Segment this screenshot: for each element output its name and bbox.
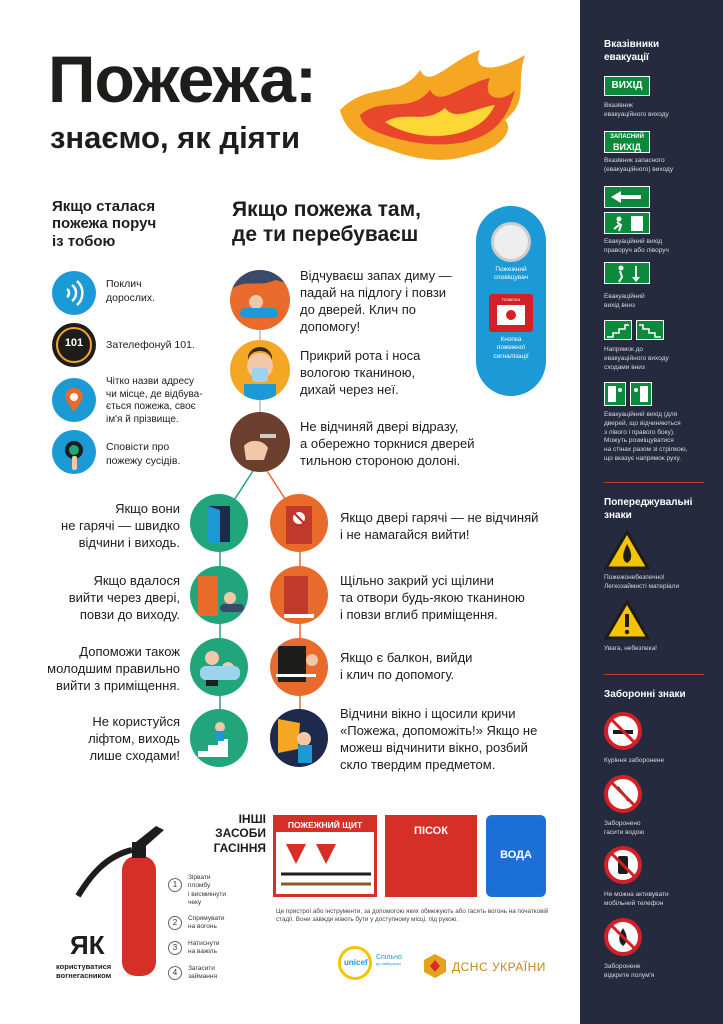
divider: [604, 482, 704, 483]
exit-down-sign: [604, 262, 650, 284]
divider: [604, 674, 704, 675]
touch-door-icon: [230, 412, 290, 472]
left-heading: Якщо сталася пожежа поруч із тобою: [52, 198, 157, 250]
how-subheading: користуватися вогнегасником: [56, 962, 112, 981]
detector-label: Пожежний сповіщувач: [493, 266, 529, 282]
danger-warning-icon: [604, 600, 650, 640]
stairs-caption: Напрямок до евакуаційного виходу сходами вниз: [604, 346, 669, 371]
step-caption-4: Загасити займання: [188, 965, 218, 981]
left-branch-text-1: Якщо вони не гарячі — швидко відчини і виходь.: [61, 501, 180, 550]
other-means-heading: ІНШІ ЗАСОБИ ГАСІННЯ: [213, 812, 266, 855]
help-children-icon: [190, 638, 248, 696]
dsns-emblem-icon: [424, 954, 446, 978]
flammable-warning-icon: [604, 530, 650, 570]
right-branch-text-1: Якщо двері гарячі — не відчиняй і не намагайся вийти!: [340, 510, 539, 542]
open-door-icon: [190, 494, 248, 552]
page-title: Пожежа:: [48, 42, 316, 116]
stairs-down-sign-right: [636, 320, 664, 340]
step-text-2: Прикрий рота і носа вологою тканиною, дихай через неї.: [300, 348, 421, 397]
location-pin-icon: [52, 378, 96, 422]
call-adults-icon: [52, 271, 96, 315]
phone-101-icon: 101: [52, 323, 96, 367]
no-water-icon: [604, 775, 642, 813]
step-badge-3: 3: [168, 941, 182, 955]
left-item-4: Сповісти про пожежу сусідів.: [106, 441, 181, 467]
door-caption: Евакуаційний вихід (для дверей, що відчиняються з лівого і правого боку). Можуть розміщуватися на стінах разом зі стрілкою, що вказує напрямок руху.: [604, 411, 688, 462]
means-note: Це пристрої або інструменти, за допомогою яких обмежують або гасять вогонь на початковій стадії. Вони завжди мають бути у доступному місці, під рукою.: [276, 908, 549, 923]
partner-text: Спільно до найкращої: [376, 954, 402, 967]
hot-door-icon: [270, 494, 328, 552]
sidebar: [580, 0, 723, 1024]
step-caption-1: Зірвати пломбу і висмикнути чеку: [188, 874, 226, 907]
left-item-1: Поклич дорослих.: [106, 278, 156, 304]
crawl-smoke-icon: [230, 270, 290, 330]
page-subtitle: знаємо, як діяти: [50, 120, 301, 155]
proh3-caption: Не можна активувати мобільний телефон: [604, 891, 669, 907]
reserve-exit-sign: ЗАПАСНИЙ ВИХІД: [604, 131, 650, 153]
right-branch-text-4: Відчини вікно і щосили кричи «Пожежа, допоможіть!» Якщо не можеш відчинити вікно, розбий скло твердим предметом.: [340, 706, 538, 772]
left-branch-text-4: Не користуйся ліфтом, виходь лише сходами!: [88, 714, 180, 763]
alarm-button-label: Кнопка пожежної сигналізації: [493, 336, 529, 360]
step-text-1: Відчуваєш запах диму — падай на підлогу і повзи до дверей. Клич по допомогу!: [300, 268, 452, 334]
main-heading: Якщо пожежа там, де ти перебуваєш: [232, 198, 421, 247]
exit-caption: Вказівник евакуаційного виходу: [604, 102, 669, 118]
smoke-detector-icon: [491, 222, 531, 262]
exit-right-sign: [604, 212, 650, 234]
stairs-down-sign-left: [604, 320, 632, 340]
stairs-icon: [190, 709, 248, 767]
flame-decoration: [330, 30, 530, 170]
step-caption-3: Натиснути на важіль: [188, 940, 220, 956]
step-caption-2: Спрямувати на вогонь: [188, 915, 225, 931]
proh1-caption: Куріння заборонене: [604, 757, 665, 764]
step-badge-4: 4: [168, 966, 182, 980]
water-barrel: ВОДА: [486, 815, 546, 897]
warn-heading: Попереджувальні знаки: [604, 497, 693, 521]
door-exit-sign-right: [630, 382, 652, 406]
left-branch-text-2: Якщо вдалося вийти через двері, повзи до виходу.: [68, 573, 180, 622]
door-exit-sign-left: [604, 382, 626, 406]
sand-box: ПІСОК: [385, 815, 477, 897]
fire-alarm-panel: [476, 206, 546, 396]
warn2-caption: Увага, небезпека!: [604, 645, 657, 652]
left-item-2: Зателефонуй 101.: [106, 339, 195, 351]
exit-left-sign: [604, 186, 650, 208]
no-smoking-icon: [604, 712, 642, 750]
proh4-caption: Заборонене відкрите полум'я: [604, 963, 655, 979]
no-phone-icon: [604, 846, 642, 884]
doorbell-icon: [52, 430, 96, 474]
exit-sign: ВИХІД: [604, 76, 650, 96]
wet-cloth-icon: [230, 340, 290, 400]
balcony-icon: [270, 638, 328, 696]
unicef-text: unicef: [344, 958, 368, 967]
dsns-text: ДСНС УКРАЇНИ: [452, 960, 546, 974]
alarm-button-icon: ПОЖЕЖА: [489, 294, 533, 332]
left-item-3: Чітко назви адресу чи місце, де відбува- ється пожежа, своє ім'я й прізвище.: [106, 376, 203, 425]
no-open-flame-icon: [604, 918, 642, 956]
step-badge-2: 2: [168, 916, 182, 930]
step-text-3: Не відчиняй двері відразу, а обережно торкнися дверей тильною стороною долоні.: [300, 419, 475, 468]
left-branch-text-3: Допоможи також молодшим правильно вийти з приміщення.: [47, 644, 180, 693]
fire-shield: ПОЖЕЖНИЙ ЩИТ: [273, 815, 377, 897]
proh2-caption: Заборонено гасити водою: [604, 820, 645, 836]
proh-heading: Заборонні знаки: [604, 689, 686, 700]
step-badge-1: 1: [168, 878, 182, 892]
right-branch-text-2: Щільно закрий усі щілини та отвори будь-якою тканиною і повзи вглиб приміщення.: [340, 573, 525, 622]
evac-heading: Вказівники евакуації: [604, 39, 660, 63]
right-branch-text-3: Якщо є балкон, вийди і клич по допомогу.: [340, 650, 473, 682]
lr-caption: Евакуаційний вихід праворуч або ліворуч: [604, 238, 669, 254]
warn1-caption: Пожежонебезпечно! Легкозаймисті матеріали: [604, 574, 680, 590]
how-heading: ЯК: [70, 930, 105, 960]
reserve-caption: Вказівник запасного (евакуаційного) виходу: [604, 157, 674, 173]
seal-gaps-icon: [270, 566, 328, 624]
down-caption: Евакуаційний вихід вниз: [604, 293, 645, 309]
open-window-icon: [270, 709, 328, 767]
crawl-exit-icon: [190, 566, 248, 624]
